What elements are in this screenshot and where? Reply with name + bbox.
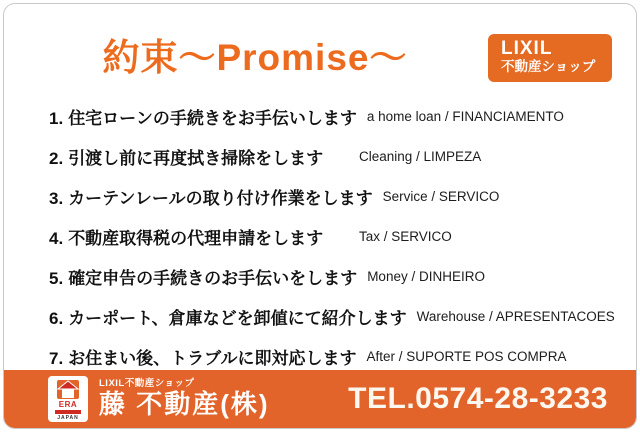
lixil-brand-badge [488, 34, 612, 82]
item-text-jp: 不動産取得税の代理申請をします [68, 228, 324, 248]
item-number: 5. [49, 268, 64, 288]
era-logo [48, 376, 88, 422]
item-text-translation: a home loan / FINANCIAMENTO [366, 108, 564, 124]
phone-number: TEL.0574-28-3233 [348, 382, 608, 415]
item-text-jp: カーポート、倉庫などを卸値にて紹介します [68, 308, 407, 328]
list-item [4, 96, 636, 136]
item-text-jp: 住宅ローンの手続きをお手伝いします [68, 108, 357, 128]
era-logo-japan-text: JAPAN [57, 414, 79, 421]
item-number: 2. [49, 148, 64, 168]
page-title: 約束～Promise～ [102, 37, 408, 78]
header [4, 32, 636, 90]
brand-badge-line1: LIXIL [501, 38, 553, 59]
list-item [4, 136, 636, 176]
footer-bar [4, 370, 636, 428]
company-shop-label: LIXIL不動産ショップ [99, 378, 195, 390]
item-text-jp: 引渡し前に再度拭き掃除をします [68, 148, 324, 168]
item-number: 1. [49, 108, 64, 128]
item-text-translation: Cleaning / LIMPEZA [359, 148, 482, 164]
item-text-jp: お住まい後、トラブルに即対応します [68, 348, 357, 368]
item-text-translation: Service / SERVICO [382, 188, 500, 204]
era-house-icon [57, 380, 79, 399]
item-text-translation: Warehouse / APRESENTACOES [416, 308, 615, 324]
item-number: 6. [49, 308, 64, 328]
item-text-jp: 確定申告の手続きのお手伝いをします [68, 268, 358, 288]
flyer-card [3, 3, 637, 429]
brand-badge-line2: 不動産ショップ [501, 58, 596, 74]
item-text-translation: Tax / SERVICO [359, 228, 452, 244]
item-number: 3. [49, 188, 64, 208]
list-item [4, 216, 636, 256]
list-item [4, 176, 636, 216]
item-text-translation: Money / DINHEIRO [367, 268, 485, 284]
item-text-jp: カーテンレールの取り付け作業をします [68, 188, 373, 208]
item-number: 7. [49, 348, 64, 368]
company-block [99, 379, 270, 418]
era-logo-text: ERA [58, 399, 78, 409]
list-item [4, 296, 636, 336]
list-item [4, 256, 636, 296]
item-text-translation: After / SUPORTE POS COMPRA [366, 348, 567, 364]
company-name: 藤 不動産(株) [99, 389, 270, 420]
item-number: 4. [49, 228, 64, 248]
promise-list [4, 96, 636, 376]
era-logo-bar [55, 410, 81, 414]
